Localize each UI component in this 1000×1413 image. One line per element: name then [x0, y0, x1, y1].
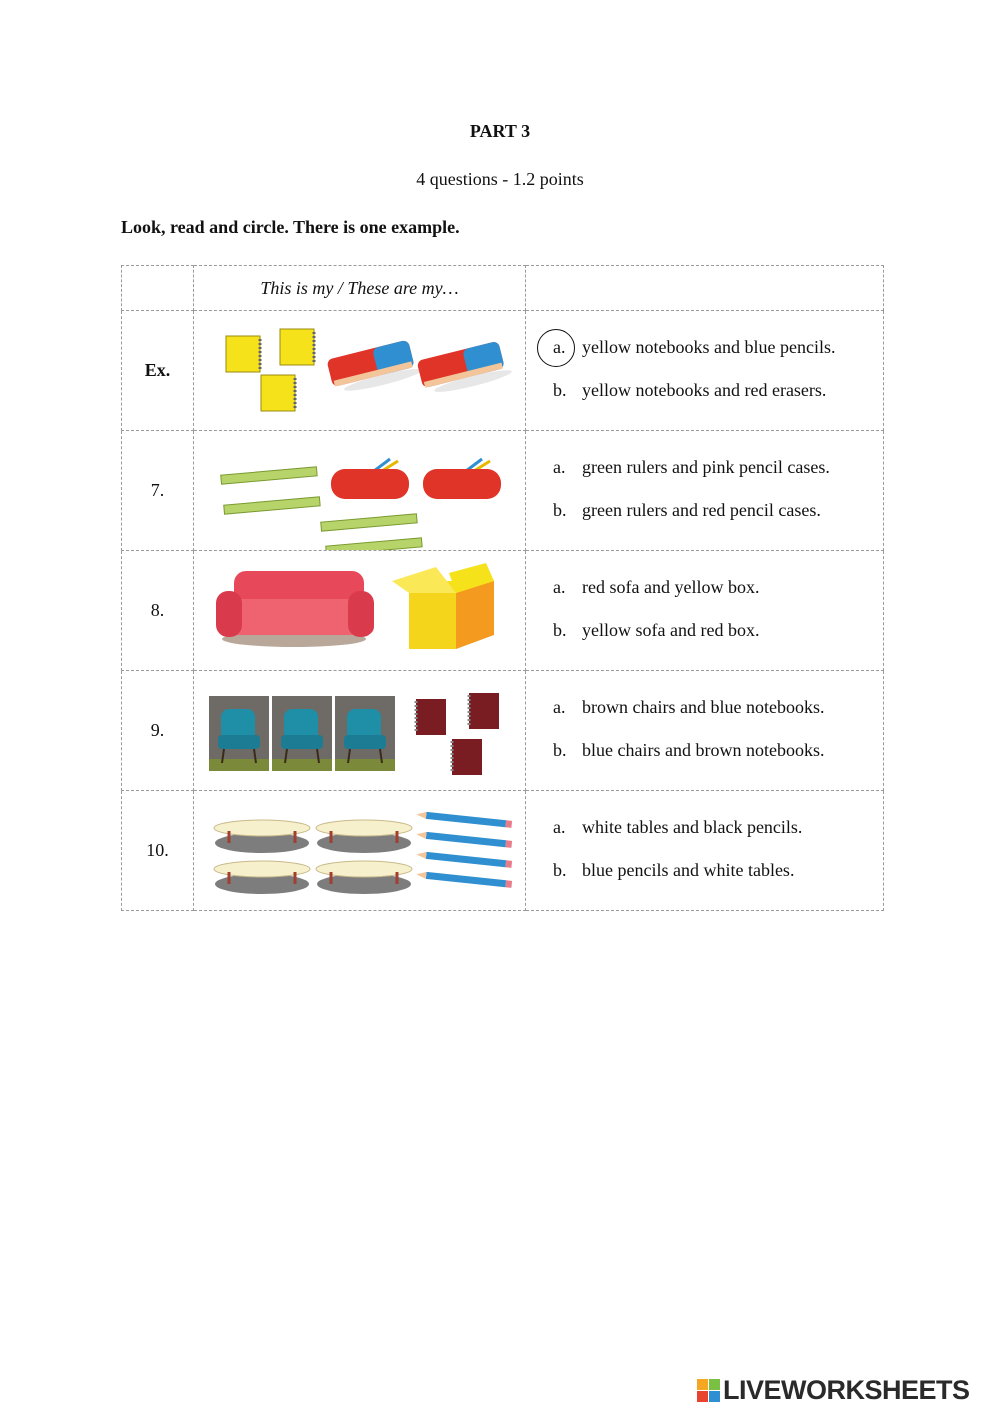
option-text: yellow notebooks and blue pencils.: [582, 337, 836, 357]
yellow-notebook-icon: [226, 336, 260, 372]
part-title: PART 3: [469, 121, 531, 141]
yellow-notebook-icon: [280, 329, 314, 365]
header-empty-cell: [526, 266, 884, 311]
table-row: [122, 431, 884, 551]
option-letter: b.: [553, 860, 567, 880]
option-letter: a.: [553, 337, 566, 357]
answer-options: [526, 431, 883, 550]
option-a[interactable]: [553, 577, 759, 598]
chair-photo-icon: [335, 696, 395, 771]
brand-name: LIVEWORKSHEETS: [723, 1375, 970, 1405]
option-b[interactable]: [553, 740, 824, 761]
chair-photo-icon: [209, 696, 269, 771]
rulers-and-pencil-cases-picture: [194, 431, 525, 550]
pencil-icon: [416, 851, 512, 868]
option-letter: b.: [553, 380, 567, 400]
option-text: green rulers and pink pencil cases.: [582, 457, 830, 477]
option-text: blue chairs and brown notebooks.: [582, 740, 825, 760]
brown-notebook-icon: [469, 693, 499, 729]
option-letter: b.: [553, 740, 567, 760]
answer-options: [526, 671, 883, 790]
option-text: white tables and black pencils.: [582, 817, 803, 837]
option-a[interactable]: [553, 817, 802, 838]
yellow-notebook-icon: [261, 375, 295, 411]
table-icon: [316, 820, 412, 853]
liveworksheets-logo: [697, 1375, 970, 1406]
eraser-icon: [326, 338, 423, 397]
sofa-icon: [216, 571, 374, 647]
option-letter: a.: [553, 817, 566, 837]
table-header-row: [122, 266, 884, 311]
option-b[interactable]: [553, 620, 759, 641]
brown-notebook-icon: [452, 739, 482, 775]
option-text: blue pencils and white tables.: [582, 860, 795, 880]
table-row: [122, 671, 884, 791]
sofa-and-box-picture: [194, 551, 525, 670]
notebooks-and-erasers-picture: [194, 311, 525, 430]
chairs-and-notebooks-picture: [194, 671, 525, 790]
instructions: Look, read and circle. There is one example.: [121, 217, 460, 237]
option-text: brown chairs and blue notebooks.: [582, 697, 825, 717]
pencil-icon: [416, 871, 512, 888]
option-letter: a.: [553, 697, 566, 717]
option-text: yellow sofa and red box.: [582, 620, 760, 640]
tables-and-pencils-picture: [194, 791, 525, 910]
option-b[interactable]: [553, 860, 794, 881]
pencil-icon: [416, 811, 512, 828]
pencil-case-icon: [331, 459, 409, 499]
table-row: [122, 791, 884, 911]
table-icon: [214, 820, 310, 853]
table-icon: [214, 861, 310, 894]
question-number: 7.: [122, 431, 194, 551]
answer-options: [526, 791, 883, 910]
option-letter: b.: [553, 620, 567, 640]
chair-photo-icon: [272, 696, 332, 771]
answer-options: [526, 311, 883, 430]
table-row: [122, 311, 884, 431]
table-icon: [316, 861, 412, 894]
liveworksheets-icon: [697, 1379, 720, 1402]
option-b[interactable]: [553, 380, 826, 401]
header-empty-cell: [122, 266, 194, 311]
option-text: yellow notebooks and red erasers.: [582, 380, 827, 400]
question-number: Ex.: [122, 311, 194, 431]
ruler-icon: [224, 497, 320, 514]
question-number: 9.: [122, 671, 194, 791]
option-b[interactable]: [553, 500, 821, 521]
answer-options: [526, 551, 883, 670]
pencil-case-icon: [423, 459, 501, 499]
ruler-icon: [326, 538, 422, 550]
box-icon: [392, 563, 494, 649]
brown-notebook-icon: [416, 699, 446, 735]
answer-circle: [537, 329, 575, 367]
ruler-icon: [221, 467, 317, 484]
option-a[interactable]: [553, 457, 830, 478]
option-a[interactable]: [553, 337, 835, 358]
quiz-table: [121, 265, 884, 911]
question-number: 8.: [122, 551, 194, 671]
option-letter: b.: [553, 500, 567, 520]
option-letter: a.: [553, 577, 566, 597]
table-row: [122, 551, 884, 671]
eraser-icon: [417, 339, 514, 398]
pencil-icon: [416, 831, 512, 848]
option-text: green rulers and red pencil cases.: [582, 500, 821, 520]
prompt-text: This is my / These are my…: [194, 266, 526, 311]
subtitle: 4 questions - 1.2 points: [416, 169, 584, 189]
option-text: red sofa and yellow box.: [582, 577, 760, 597]
ruler-icon: [321, 514, 417, 531]
question-number: 10.: [122, 791, 194, 911]
option-letter: a.: [553, 457, 566, 477]
option-a[interactable]: [553, 697, 824, 718]
